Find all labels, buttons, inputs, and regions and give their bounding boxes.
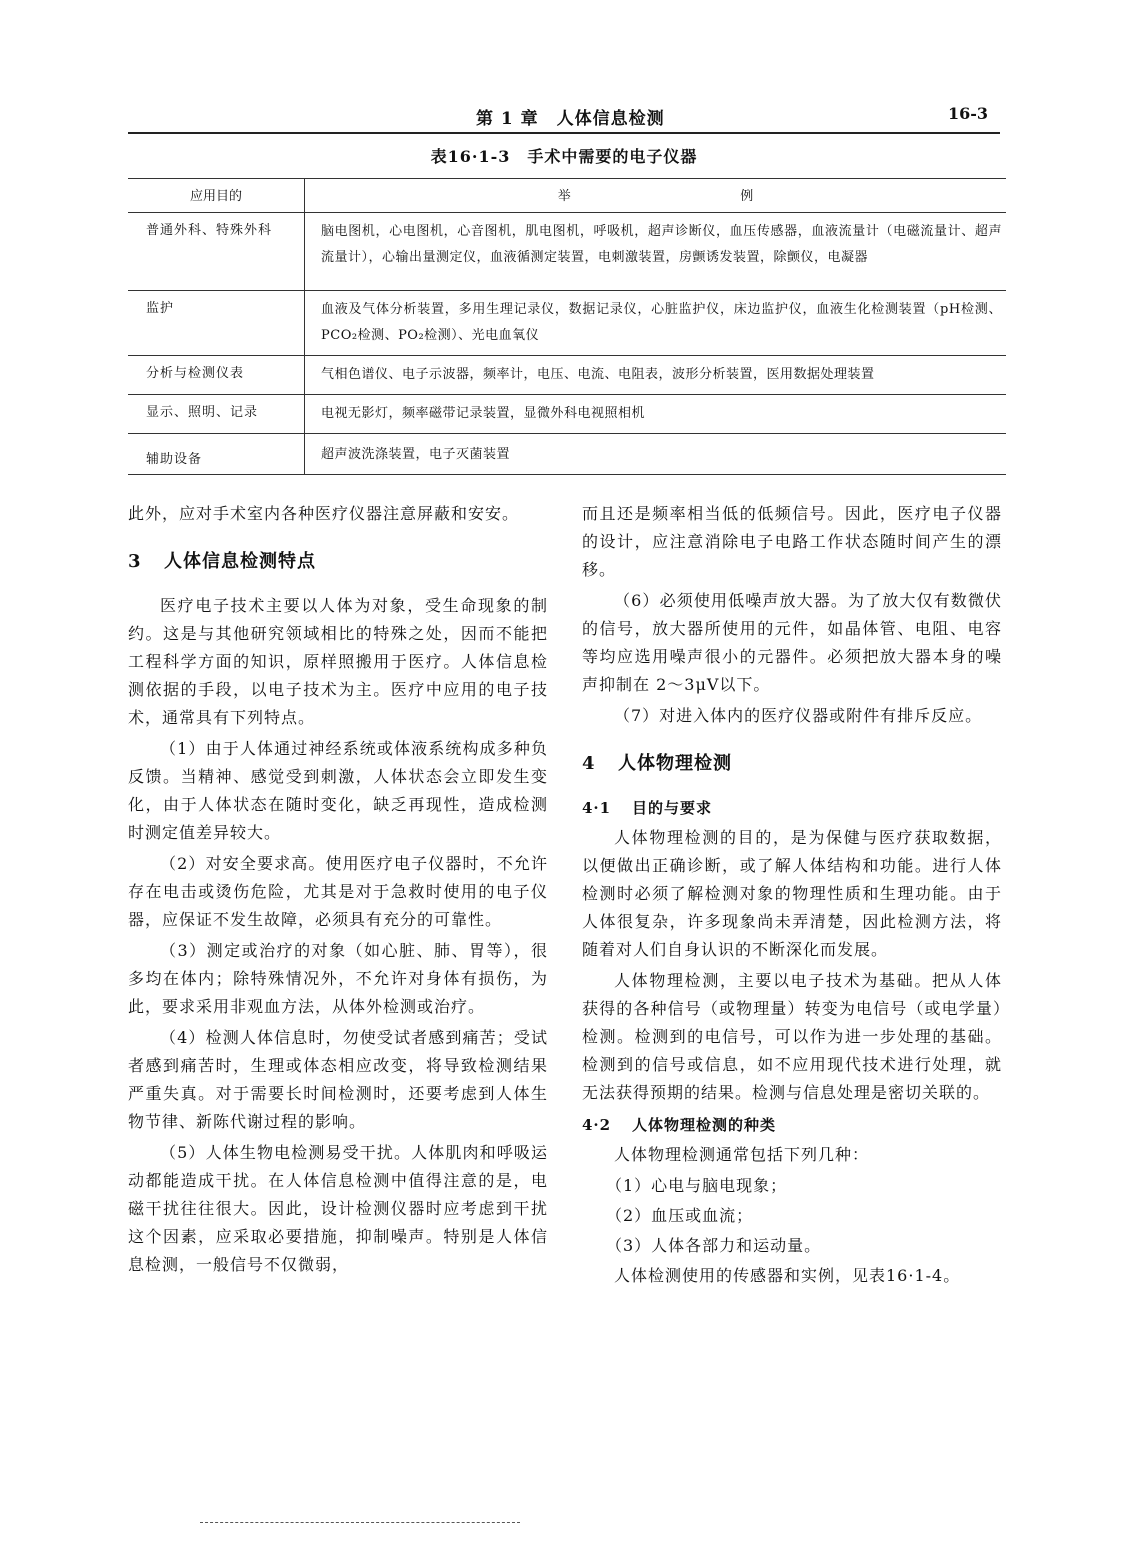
paragraph: （6）必须使用低噪声放大器。为了放大仅有数微伏的信号，放大器所使用的元件，如晶体管、电阻、电容等均应选用噪声很小的元器件。必须把放大器本身的噪声抑制在 2～3μV以下。 bbox=[582, 591, 1002, 694]
row-examples: 血液及气体分析装置，多用生理记录仪，数据记录仪，心脏监护仪，床边监护仪，血液生化检测装置（pH检测、PCO₂检测、PO₂检测）、光电血氧仪 bbox=[305, 291, 1007, 356]
right-column bbox=[582, 500, 1002, 1293]
table-row bbox=[128, 395, 1006, 434]
paragraph: （4）检测人体信息时，勿使受试者感到痛苦；受试者感到痛苦时，生理或体态相应改变，将导致检测结果严重失真。对于需要长时间检测时，还要考虑到人体生物节律、新陈代谢过程的影响。 bbox=[128, 1028, 548, 1131]
row-examples: 超声波洗涤装置，电子灭菌装置 bbox=[305, 434, 1007, 475]
row-purpose: 显示、照明、记录 bbox=[128, 395, 305, 434]
row-purpose: 普通外科、特殊外科 bbox=[128, 213, 305, 291]
scan-artifact-line bbox=[200, 1522, 520, 1524]
table-title: 表16·1-3 手术中需要的电子仪器 bbox=[430, 147, 698, 166]
subsection-title: 人体物理检测的种类 bbox=[632, 1116, 777, 1134]
row-examples: 电视无影灯，频率磁带记录装置，显微外科电视照相机 bbox=[305, 395, 1007, 434]
subsection-heading-4-1 bbox=[582, 794, 1002, 822]
chapter-number: 第 1 章 bbox=[476, 109, 539, 129]
chapter-title: 人体信息检测 bbox=[556, 109, 665, 129]
subsection-number: 4·2 bbox=[582, 1116, 612, 1134]
section-number: 3 bbox=[128, 551, 142, 572]
paragraph: （5）人体生物电检测易受干扰。人体肌肉和呼吸运动都能造成干扰。在人体信息检测中值得注意的是，电磁干扰往往很大。因此，设计检测仪器时应考虑到干扰这个因素，应采取必要措施，抑制噪声。特别是人体信息检测，一般信号不仅微弱， bbox=[128, 1143, 548, 1274]
list-item: （3）人体各部力和运动量。 bbox=[606, 1236, 822, 1255]
table-header-row bbox=[128, 179, 1006, 213]
table-row bbox=[128, 213, 1006, 291]
column-header-examples-char1: 举 bbox=[557, 189, 571, 204]
instruments-table bbox=[128, 178, 1006, 475]
section-title: 人体信息检测特点 bbox=[164, 551, 316, 572]
paragraph: （1）由于人体通过神经系统或体液系统构成多种负反馈。当精神、感觉受到刺激，人体状态会立即发生变化，由于人体状态在随时变化，缺乏再现性，造成检测时测定值差异较大。 bbox=[128, 739, 548, 842]
subsection-number: 4·1 bbox=[582, 799, 612, 817]
section-title: 人体物理检测 bbox=[618, 753, 732, 774]
paragraph: 人体物理检测，主要以电子技术为基础。把从人体获得的各种信号（或物理量）转变为电信号（或电学量）检测。检测到的电信号，可以作为进一步处理的基础。检测到的信号或信息，如不应用现代技术进行处理，就无法获得预期的结果。检测与信息处理是密切关联的。 bbox=[582, 971, 1002, 1102]
column-header-purpose: 应用目的 bbox=[128, 179, 305, 213]
row-purpose: 分析与检测仪表 bbox=[128, 356, 305, 395]
chapter-heading bbox=[476, 104, 665, 129]
row-examples: 脑电图机，心电图机，心音图机，肌电图机，呼吸机，超声诊断仪，血压传感器，血液流量计（电磁流量计、超声流量计），心输出量测定仪，血液循测定装置，电刺激装置，房颤诱发装置，除颤仪，电凝器 bbox=[305, 213, 1007, 291]
section-heading-4 bbox=[582, 750, 1002, 778]
list-item: （2）血压或血流； bbox=[606, 1206, 754, 1225]
table-row bbox=[128, 291, 1006, 356]
list-item: （1）心电与脑电现象； bbox=[606, 1176, 788, 1195]
left-column bbox=[128, 500, 548, 1282]
subsection-title: 目的与要求 bbox=[632, 799, 713, 817]
paragraph: 医疗电子技术主要以人体为对象，受生命现象的制约。这是与其他研究领域相比的特殊之处，因而不能把工程科学方面的知识，原样照搬用于医疗。人体信息检测依据的手段，以电子技术为主。医疗中应用的电子技术，通常具有下列特点。 bbox=[128, 596, 548, 727]
column-header-examples-char2: 例 bbox=[740, 189, 754, 204]
paragraph: 人体物理检测的目的，是为保健与医疗获取数据，以便做出正确诊断，或了解人体结构和功能。进行人体检测时必须了解检测对象的物理性质和生理功能。由于人体很复杂，许多现象尚未弄清楚，因此检测方法，将随着对人们自身认识的不断深化而发展。 bbox=[582, 828, 1002, 959]
row-purpose: 辅助设备 bbox=[128, 434, 305, 475]
paragraph: 人体物理检测通常包括下列几种： bbox=[614, 1145, 870, 1164]
paragraph: （7）对进入体内的医疗仪器或附件有排斥反应。 bbox=[614, 706, 983, 725]
page-number: 16-3 bbox=[947, 104, 988, 123]
row-purpose: 监护 bbox=[128, 291, 305, 356]
paragraph: （2）对安全要求高。使用医疗电子仪器时，不允许存在电击或烫伤危险，尤其是对于急救时使用的电子仪器，应保证不发生故障，必须具有充分的可靠性。 bbox=[128, 854, 548, 929]
paragraph: 此外，应对手术室内各种医疗仪器注意屏蔽和安安。 bbox=[128, 504, 520, 523]
column-header-examples bbox=[305, 179, 1007, 213]
paragraph: （3）测定或治疗的对象（如心脏、肺、胃等），很多均在体内；除特殊情况外，不允许对身体有损伤，为此，要求采用非观血方法，从体外检测或治疗。 bbox=[128, 941, 548, 1016]
section-heading-3 bbox=[128, 548, 548, 576]
subsection-heading-4-2 bbox=[582, 1111, 1002, 1139]
row-examples: 气相色谱仪、电子示波器，频率计，电压、电流、电阻表，波形分析装置，医用数据处理装置 bbox=[305, 356, 1007, 395]
table-row bbox=[128, 356, 1006, 395]
section-number: 4 bbox=[582, 753, 596, 774]
running-header bbox=[128, 98, 1000, 134]
paragraph: 人体检测使用的传感器和实例，见表16·1-4。 bbox=[614, 1266, 961, 1285]
table-row bbox=[128, 434, 1006, 475]
paragraph: 而且还是频率相当低的低频信号。因此，医疗电子仪器的设计，应注意消除电子电路工作状态随时间产生的漂移。 bbox=[582, 504, 1002, 579]
